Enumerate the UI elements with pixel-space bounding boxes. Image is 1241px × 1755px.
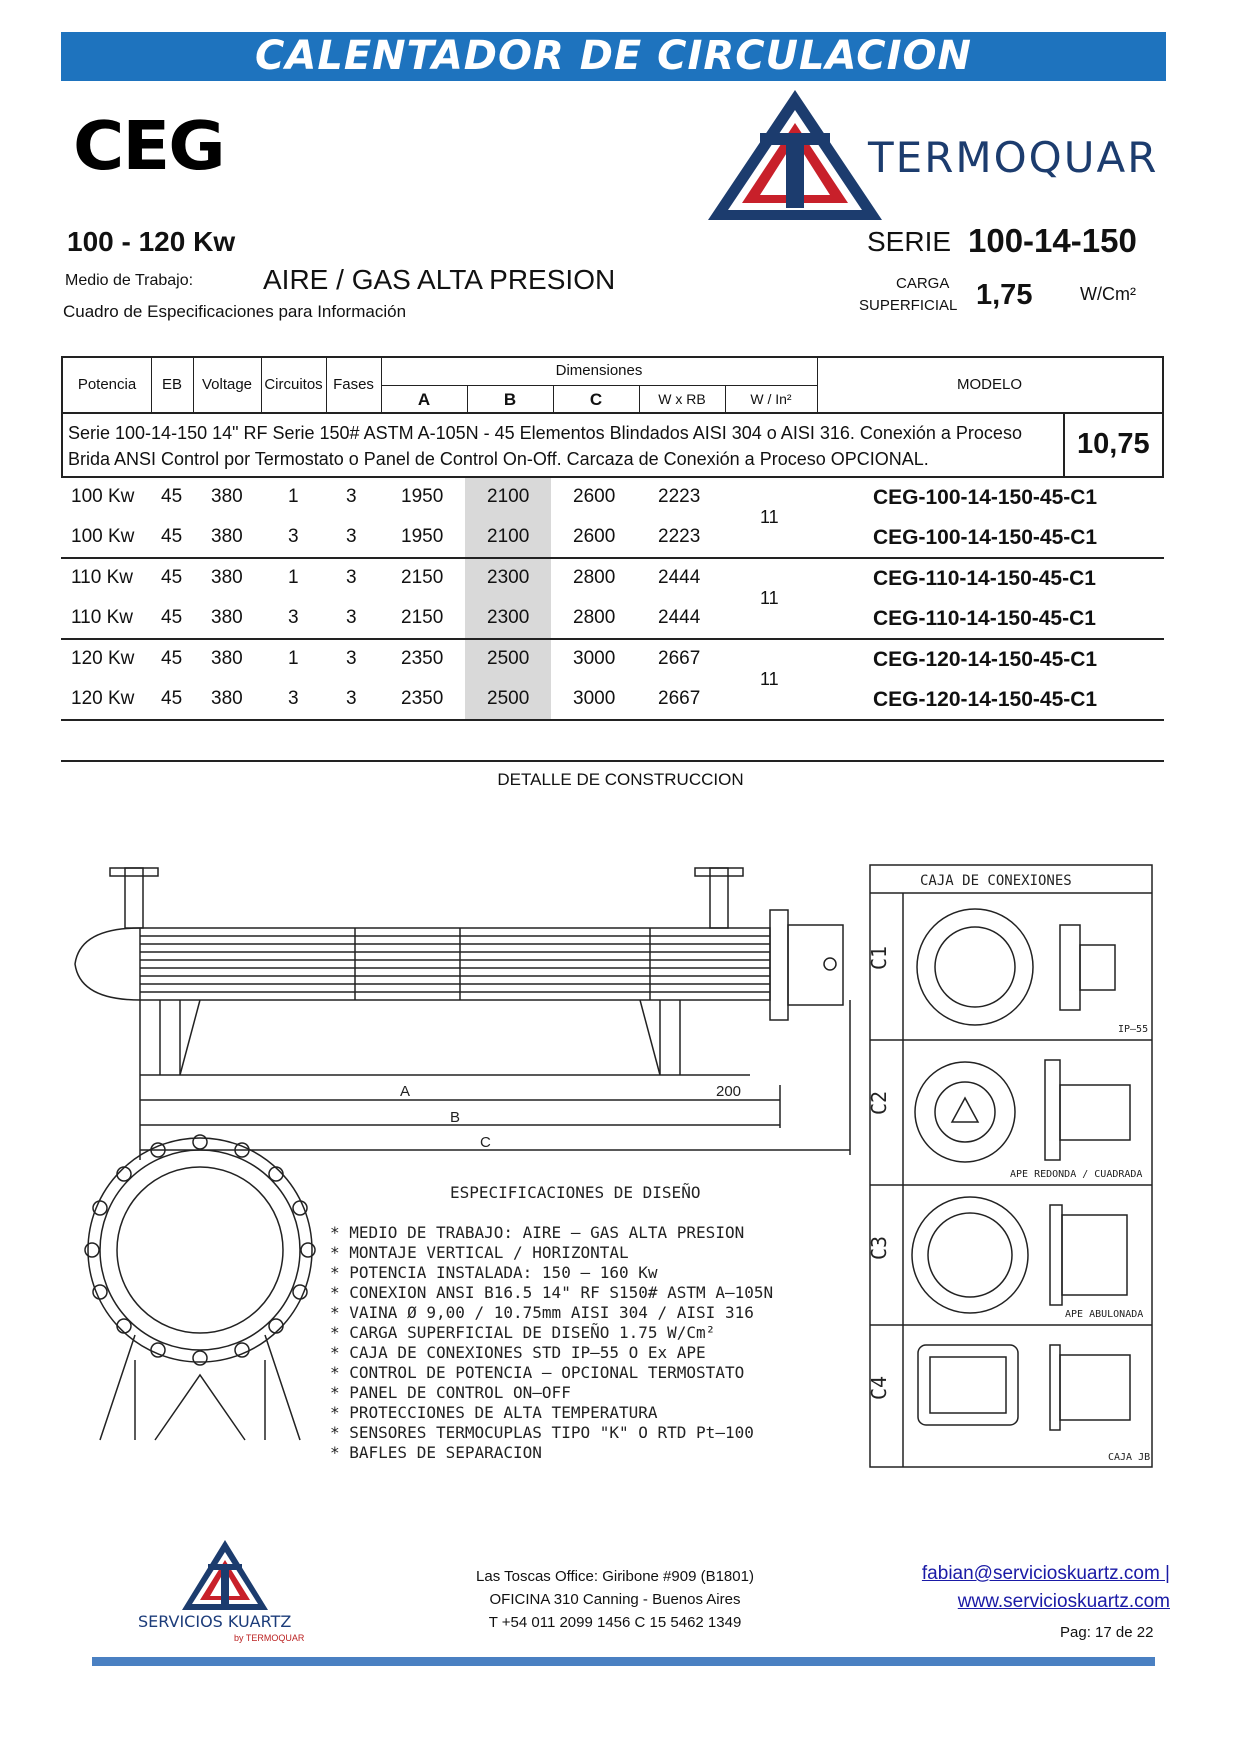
dim-200: 200 xyxy=(716,1083,742,1100)
cell-modelo: CEG-100-14-150-45-C1 xyxy=(873,526,1098,549)
spec-line: * CAJA DE CONEXIONES STD IP–55 O Ex APE xyxy=(330,1343,706,1362)
win-group-2: 11 xyxy=(760,588,779,608)
header-c: C xyxy=(589,390,603,409)
cell-wxrb: 2444 xyxy=(658,567,701,588)
brand-text: TERMOQUAR xyxy=(868,133,1159,182)
spec-title: ESPECIFICACIONES DE DISEÑO xyxy=(450,1183,701,1202)
cell-potencia: 110 Kw xyxy=(71,607,133,628)
company-name: SERVICIOS KUARTZ xyxy=(138,1612,292,1631)
cell-wxrb: 2667 xyxy=(658,688,701,709)
cell-eb: 45 xyxy=(161,567,183,588)
cell-b: 2300 xyxy=(487,567,530,588)
cell-potencia: 110 Kw xyxy=(71,567,133,588)
cell-fases: 3 xyxy=(346,688,357,709)
spec-table-header xyxy=(61,356,1164,414)
cell-fases: 3 xyxy=(346,648,357,669)
caja-conexiones-panel xyxy=(870,865,1152,1467)
header-voltage: Voltage xyxy=(201,376,253,393)
cell-eb: 45 xyxy=(161,486,183,507)
c3-label: C3 xyxy=(867,1235,891,1260)
cell-circuitos: 1 xyxy=(288,486,299,507)
spec-line: * VAINA Ø 9,00 / 10.75mm AISI 304 / AISI 316 xyxy=(330,1303,754,1322)
cell-potencia: 120 Kw xyxy=(71,688,135,709)
spec-line: * MEDIO DE TRABAJO: AIRE – GAS ALTA PRESION xyxy=(330,1223,745,1242)
spec-line: * POTENCIA INSTALADA: 150 – 160 Kw xyxy=(330,1263,658,1282)
group-separator xyxy=(61,557,1164,559)
spec-line: * CARGA SUPERFICIAL DE DISEÑO 1.75 W/Cm² xyxy=(330,1323,716,1342)
c4-label: C4 xyxy=(867,1375,891,1400)
c4-note: CAJA JB xyxy=(1108,1452,1151,1463)
header-a: A xyxy=(417,390,431,409)
cell-modelo: CEG-110-14-150-45-C1 xyxy=(873,607,1096,630)
footer-contact xyxy=(880,1560,1170,1616)
table-row xyxy=(61,478,1164,518)
cell-voltage: 380 xyxy=(211,567,243,588)
c1-label: C1 xyxy=(867,945,891,970)
cell-wxrb: 2667 xyxy=(658,648,701,669)
header-wxrb: W x RB xyxy=(658,391,706,407)
power-range: 100 - 120 Kw xyxy=(67,226,236,257)
cell-potencia: 100 Kw xyxy=(71,486,135,507)
series-value: 10,75 xyxy=(1077,428,1150,460)
cell-voltage: 380 xyxy=(211,648,243,669)
header-circuitos: Circuitos xyxy=(264,376,323,393)
cell-eb: 45 xyxy=(161,526,183,547)
superficial-label: SUPERFICIAL xyxy=(859,297,958,314)
cell-voltage: 380 xyxy=(211,607,243,628)
cell-fases: 3 xyxy=(346,567,357,588)
cell-modelo: CEG-110-14-150-45-C1 xyxy=(873,567,1096,590)
cell-voltage: 380 xyxy=(211,486,243,507)
cell-modelo: CEG-120-14-150-45-C1 xyxy=(873,688,1098,711)
c3-note: APE ABULONADA xyxy=(1065,1309,1144,1320)
cell-c: 2600 xyxy=(573,486,616,507)
spec-line: * MONTAJE VERTICAL / HORIZONTAL xyxy=(330,1243,629,1262)
dim-c: C xyxy=(480,1134,491,1151)
table-row xyxy=(61,680,1164,720)
win-group-1: 11 xyxy=(760,507,779,527)
c2-note: APE REDONDA / CUADRADA xyxy=(1010,1169,1143,1180)
section-divider xyxy=(61,760,1164,762)
cell-circuitos: 3 xyxy=(288,526,299,547)
spec-line: * CONTROL DE POTENCIA – OPCIONAL TERMOSTATO xyxy=(330,1363,745,1382)
address-line: T +54 011 2099 1456 C 15 5462 1349 xyxy=(488,1614,742,1631)
dim-b: B xyxy=(450,1109,461,1126)
cell-b: 2300 xyxy=(487,607,530,628)
header-eb: EB xyxy=(161,376,182,393)
series-description xyxy=(61,414,1164,478)
termoquar-logo xyxy=(700,85,1170,225)
product-code: CEG xyxy=(73,107,224,185)
header-modelo: MODELO xyxy=(956,376,1022,393)
cell-voltage: 380 xyxy=(211,526,243,547)
email-link[interactable]: fabian@servicioskuartz.com | xyxy=(921,1563,1170,1584)
address-line: Las Toscas Office: Giribone #909 (B1801) xyxy=(476,1568,754,1585)
cuadro-text: Cuadro de Especificaciones para Información xyxy=(63,302,407,321)
cell-c: 3000 xyxy=(573,648,616,669)
spec-line: * BAFLES DE SEPARACION xyxy=(330,1443,542,1462)
cell-b: 2100 xyxy=(487,526,530,547)
detalle-title: DETALLE DE CONSTRUCCION xyxy=(497,770,744,789)
table-row xyxy=(61,599,1164,639)
spec-line: * PROTECCIONES DE ALTA TEMPERATURA xyxy=(330,1403,658,1422)
cell-eb: 45 xyxy=(161,688,183,709)
cell-circuitos: 3 xyxy=(288,688,299,709)
cell-voltage: 380 xyxy=(211,688,243,709)
cell-a: 2150 xyxy=(401,607,444,628)
cell-fases: 3 xyxy=(346,486,357,507)
cell-b: 2500 xyxy=(487,648,530,669)
table-row xyxy=(61,559,1164,599)
cell-circuitos: 1 xyxy=(288,648,299,669)
cell-circuitos: 1 xyxy=(288,567,299,588)
company-by: by TERMOQUAR xyxy=(234,1633,305,1643)
footer-address xyxy=(440,1565,790,1634)
group-separator xyxy=(61,638,1164,640)
cell-a: 2150 xyxy=(401,567,444,588)
cell-modelo: CEG-120-14-150-45-C1 xyxy=(873,648,1098,671)
cell-wxrb: 2223 xyxy=(658,486,701,507)
cell-b: 2500 xyxy=(487,688,530,709)
header-fases: Fases xyxy=(333,376,374,393)
cell-wxrb: 2444 xyxy=(658,607,701,628)
cell-fases: 3 xyxy=(346,526,357,547)
cell-a: 2350 xyxy=(401,648,444,669)
carga-value: 1,75 xyxy=(976,279,1033,311)
table-row xyxy=(61,640,1164,680)
page-number: Pag: 17 de 22 xyxy=(1060,1624,1154,1641)
cell-wxrb: 2223 xyxy=(658,526,701,547)
address-line: OFICINA 310 Canning - Buenos Aires xyxy=(489,1591,741,1608)
medio-label: Medio de Trabajo: xyxy=(65,272,194,289)
header-b: B xyxy=(503,390,517,409)
cell-a: 1950 xyxy=(401,526,444,547)
cell-potencia: 100 Kw xyxy=(71,526,135,547)
cell-c: 2800 xyxy=(573,607,616,628)
web-link[interactable]: www.servicioskuartz.com xyxy=(957,1591,1170,1612)
serie-label: SERIE xyxy=(867,226,952,257)
header-dimensiones: Dimensiones xyxy=(555,362,643,379)
cell-fases: 3 xyxy=(346,607,357,628)
spec-line: * PANEL DE CONTROL ON–OFF xyxy=(330,1383,571,1402)
cell-modelo: CEG-100-14-150-45-C1 xyxy=(873,486,1098,509)
serie-value: 100-14-150 xyxy=(968,222,1137,259)
cell-circuitos: 3 xyxy=(288,607,299,628)
carga-unit: W/Cm² xyxy=(1080,284,1136,304)
cell-c: 2600 xyxy=(573,526,616,547)
servicios-kuartz-logo xyxy=(180,1538,270,1613)
cell-potencia: 120 Kw xyxy=(71,648,135,669)
table-row xyxy=(61,518,1164,558)
win-group-3: 11 xyxy=(760,669,779,689)
cell-c: 3000 xyxy=(573,688,616,709)
series-text: Serie 100-14-150 14" RF Serie 150# ASTM A-105N - 45 Elementos Blindados AISI 304 o AISI 316. Conexión a Proceso Brida ANSI Control por Termostato o Panel de Control On-Off. Carcaza de Conexión a Proceso OPCIONAL. xyxy=(68,423,1022,469)
spec-line: * SENSORES TERMOCUPLAS TIPO "K" O RTD Pt–100 xyxy=(330,1423,754,1442)
cell-c: 2800 xyxy=(573,567,616,588)
title-banner xyxy=(61,32,1166,81)
banner-title: CALENTADOR DE CIRCULACION xyxy=(255,33,972,79)
header-potencia: Potencia xyxy=(77,376,137,393)
cell-a: 1950 xyxy=(401,486,444,507)
carga-label: CARGA xyxy=(896,275,950,292)
caja-title: CAJA DE CONEXIONES xyxy=(920,873,1072,889)
cell-b: 2100 xyxy=(487,486,530,507)
c2-label: C2 xyxy=(867,1090,891,1115)
cell-a: 2350 xyxy=(401,688,444,709)
heater-front-view xyxy=(85,1135,315,1440)
group-separator xyxy=(61,719,1164,721)
header-win: W / In² xyxy=(750,391,792,407)
cell-eb: 45 xyxy=(161,648,183,669)
c1-note: IP–55 xyxy=(1118,1024,1149,1035)
construction-drawing xyxy=(60,860,1170,1480)
spec-line: * CONEXION ANSI B16.5 14" RF S150# ASTM A–105N xyxy=(330,1283,774,1302)
dim-a: A xyxy=(400,1083,411,1100)
heater-side-view xyxy=(75,868,850,1160)
cell-eb: 45 xyxy=(161,607,183,628)
medio-value: AIRE / GAS ALTA PRESION xyxy=(263,264,616,295)
footer-bar xyxy=(92,1657,1155,1666)
